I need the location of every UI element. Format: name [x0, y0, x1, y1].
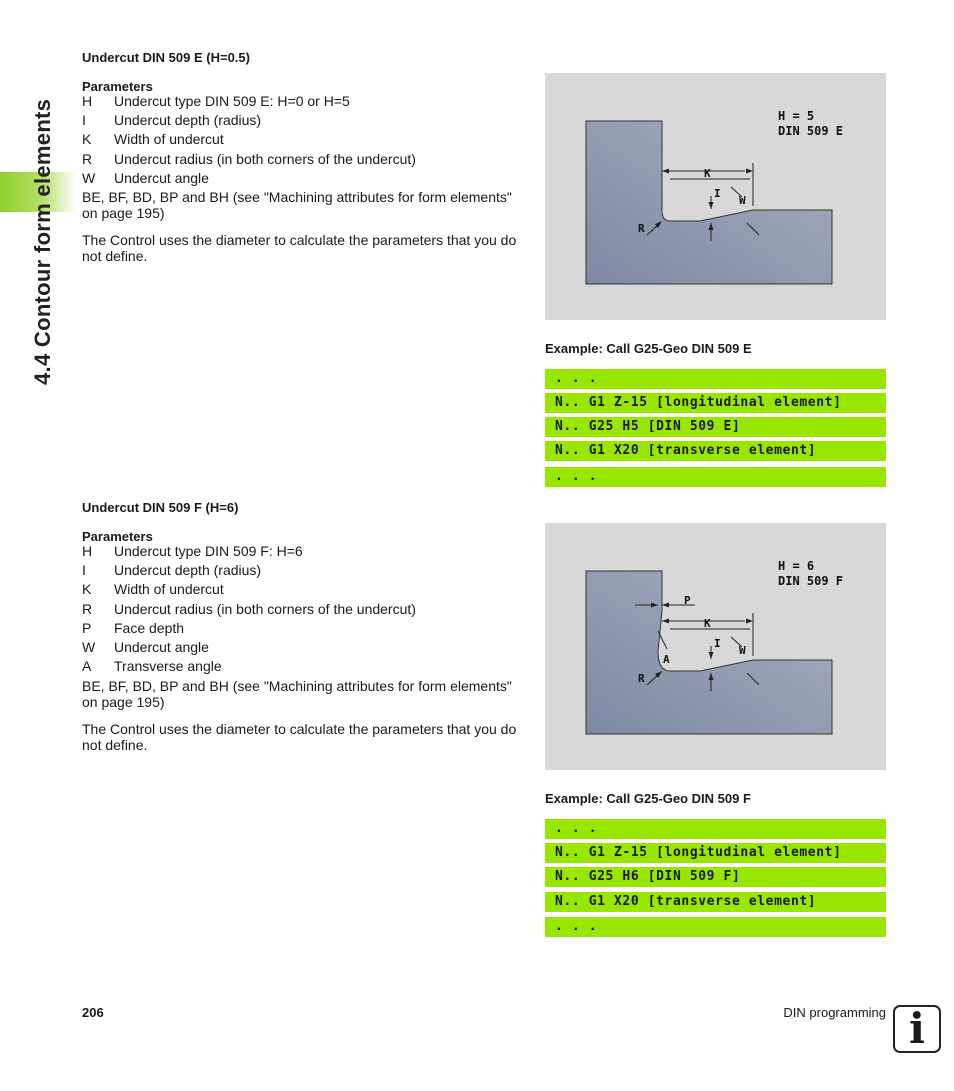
label-p: P — [684, 594, 691, 607]
code-line: N.. G1 X20 [transverse element] — [545, 892, 886, 912]
param-desc: Undercut radius (in both corners of the undercut) — [114, 151, 416, 167]
param-desc: Undercut angle — [114, 170, 209, 186]
code-line: . . . — [545, 917, 886, 937]
param-desc: Width of undercut — [114, 131, 224, 147]
param-key: A — [82, 658, 92, 674]
param-desc: Width of undercut — [114, 581, 224, 597]
section-e-title: Undercut DIN 509 E (H=0.5) — [82, 50, 250, 65]
param-key: K — [82, 131, 92, 147]
param-desc: Undercut angle — [114, 639, 209, 655]
label-w: W — [739, 644, 746, 657]
info-icon-glyph: i — [909, 1004, 925, 1053]
param-desc: Transverse angle — [114, 658, 222, 674]
example-f-caption: Example: Call G25-Geo DIN 509 F — [545, 791, 751, 806]
label-r: R — [638, 672, 645, 685]
code-line: N.. G1 X20 [transverse element] — [545, 441, 886, 461]
param-key: W — [82, 639, 96, 655]
label-h: H = 5 — [778, 109, 815, 123]
code-line: N.. G25 H6 [DIN 509 F] — [545, 867, 886, 887]
figure-din509e — [545, 73, 886, 320]
page-number: 206 — [82, 1005, 104, 1020]
param-key: I — [82, 562, 86, 578]
code-line: . . . — [545, 819, 886, 839]
section-e-params-label: Parameters — [82, 79, 153, 94]
diagram-din509f — [545, 523, 886, 770]
diagram-din509e — [545, 73, 886, 320]
param-desc: Undercut radius (in both corners of the undercut) — [114, 601, 416, 617]
param-desc: Undercut depth (radius) — [114, 562, 262, 578]
figure-din509f — [545, 523, 886, 770]
param-desc: Undercut type DIN 509 E: H=0 or H=5 — [114, 93, 350, 109]
param-key: P — [82, 620, 92, 636]
label-r: R — [638, 222, 645, 235]
section-f-params-label: Parameters — [82, 529, 153, 544]
label-din: DIN 509 E — [778, 124, 844, 138]
param-key: K — [82, 581, 92, 597]
code-line: . . . — [545, 369, 886, 389]
param-key: H — [82, 93, 93, 109]
label-h: H = 6 — [778, 559, 815, 573]
label-w: W — [739, 194, 746, 207]
section-e-attr-note: BE, BF, BD, BP and BH (see "Machining attributes for form elements" on page 195) — [82, 189, 512, 221]
footer-section-label: DIN programming — [783, 1005, 886, 1020]
param-desc: Face depth — [114, 620, 185, 636]
section-f-control-note: The Control uses the diameter to calculate the parameters that you do not define. — [82, 721, 517, 753]
section-e-control-note: The Control uses the diameter to calculate the parameters that you do not define. — [82, 232, 517, 264]
code-line: N.. G1 Z-15 [longitudinal element] — [545, 393, 886, 413]
section-f-attr-note: BE, BF, BD, BP and BH (see "Machining attributes for form elements" on page 195) — [82, 678, 512, 710]
label-i: I — [714, 187, 721, 200]
code-line: N.. G1 Z-15 [longitudinal element] — [545, 843, 886, 863]
param-desc: Undercut type DIN 509 F: H=6 — [114, 543, 303, 559]
label-a: A — [663, 653, 670, 666]
chapter-side-title: 4.4 Contour form elements — [30, 98, 55, 385]
param-key: I — [82, 112, 86, 128]
code-line: N.. G25 H5 [DIN 509 E] — [545, 417, 886, 437]
param-desc: Undercut depth (radius) — [114, 112, 262, 128]
code-line: . . . — [545, 467, 886, 487]
param-key: R — [82, 601, 93, 617]
label-i: I — [714, 637, 721, 650]
example-e-caption: Example: Call G25-Geo DIN 509 E — [545, 341, 752, 356]
label-k: K — [704, 167, 711, 180]
param-key: R — [82, 151, 93, 167]
param-key: W — [82, 170, 96, 186]
param-key: H — [82, 543, 93, 559]
label-k: K — [704, 617, 711, 630]
info-icon — [893, 1005, 941, 1053]
section-f-title: Undercut DIN 509 F (H=6) — [82, 500, 239, 515]
label-din: DIN 509 F — [778, 574, 844, 588]
